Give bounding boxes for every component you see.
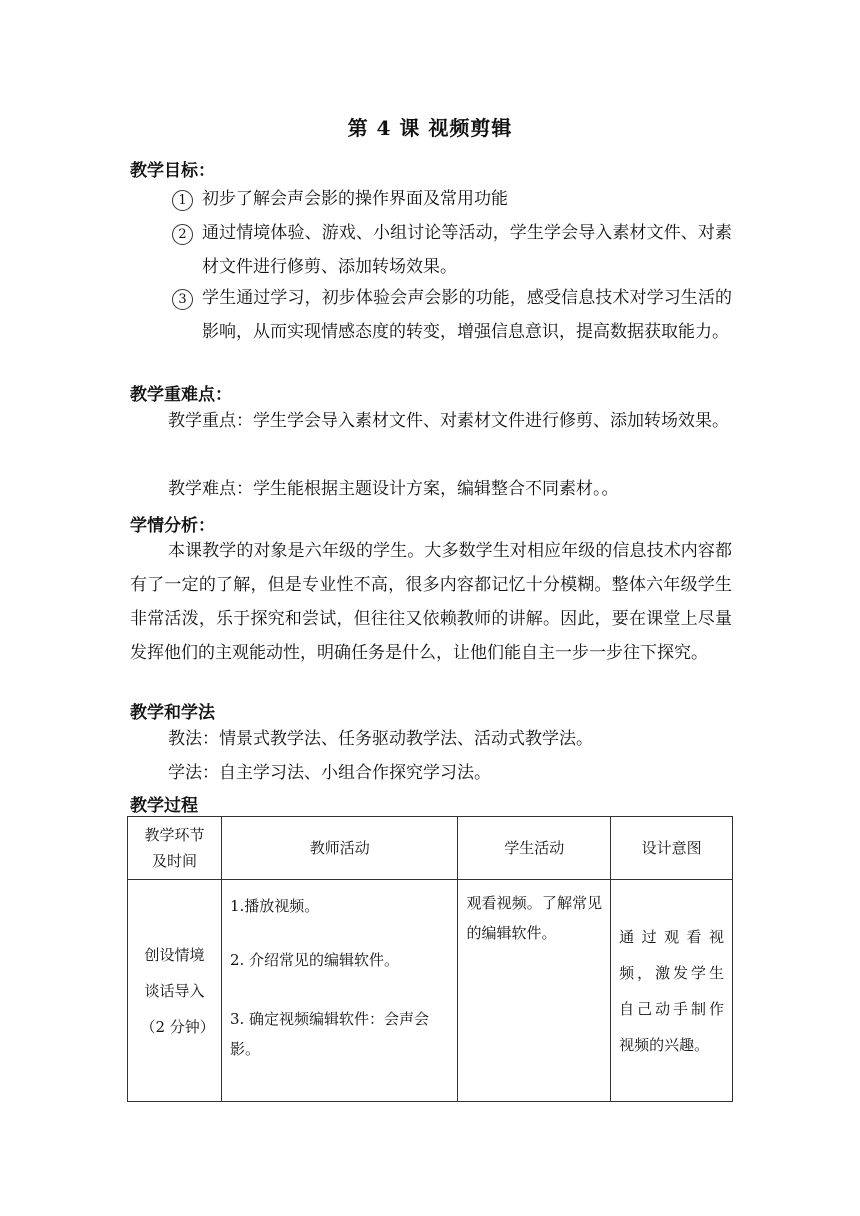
teacher-step-3: 3. 确定视频编辑软件：会声会影。: [229, 1010, 430, 1058]
learning-method-text: 学法：自主学习法、小组合作探究学习法。: [168, 763, 491, 783]
stage-text: 创设情境谈话导入（2 分钟）: [140, 945, 215, 1036]
goal-number-1: 1: [172, 190, 193, 211]
key-focus-text: 教学重点：学生学会导入素材文件、对素材文件进行修剪、添加转场效果。: [168, 411, 729, 431]
methods-heading: 教学和学法: [130, 703, 215, 723]
student-cell: [458, 880, 611, 1102]
intent-cell: [611, 880, 733, 1102]
analysis-heading: 学情分析：: [130, 516, 215, 536]
goal-item-3: 学生通过学习，初步体验会声会影的功能，感受信息技术对学习生活的影响，从而实现情感态度的转变，增强信息意识，提高数据获取能力。: [202, 288, 732, 342]
goal-number-3: 3: [172, 289, 193, 310]
process-table: [127, 816, 733, 1102]
key-difficulty-text: 教学难点：学生能根据主题设计方案，编辑整合不同素材。。: [168, 479, 619, 499]
header-stage: [128, 817, 222, 880]
student-text: 观看视频。了解常见的编辑软件。: [466, 894, 603, 942]
goal-item-2: 通过情境体验、游戏、小组讨论等活动，学生学会导入素材文件、对素材文件进行修剪、添加转场效果。: [202, 223, 732, 277]
intent-text: 通过观看视频，激发学生自己动手制作视频的兴趣。: [619, 927, 724, 1054]
teacher-step-2: 2. 介绍常见的编辑软件。: [229, 951, 400, 969]
header-intent: 设计意图: [611, 817, 733, 880]
table-header-row: [128, 817, 733, 880]
lesson-title: 第 4 课 视频剪辑: [347, 116, 513, 140]
goal-number-2: 2: [172, 224, 193, 245]
key-points-heading: 教学重难点：: [130, 385, 232, 405]
stage-cell: [128, 880, 222, 1102]
analysis-text: 本课教学的对象是六年级的学生。大多数学生对相应年级的信息技术内容都有了一定的了解，但是专业性不高，很多内容都记忆十分模糊。整体六年级学生非常活泼，乐于探究和尝试，但往往又依赖教师的讲解。因此，要在课堂上尽量发挥他们的主观能动性，明确任务是什么，让他们能自主一步一步往下探究。: [130, 541, 732, 663]
teaching-method-text: 教法：情景式教学法、任务驱动教学法、活动式教学法。: [168, 729, 593, 749]
header-student: 学生活动: [458, 817, 611, 880]
header-stage-text: 教学环节及时间: [144, 826, 205, 870]
goal-item-1: 初步了解会声会影的操作界面及常用功能: [202, 189, 508, 209]
goals-heading: 教学目标：: [130, 161, 215, 181]
teacher-step-1: 1.播放视频。: [229, 897, 320, 915]
teacher-cell: [221, 880, 458, 1102]
table-row: [128, 880, 733, 1102]
process-heading: 教学过程: [130, 796, 198, 816]
header-teacher: 教师活动: [221, 817, 458, 880]
